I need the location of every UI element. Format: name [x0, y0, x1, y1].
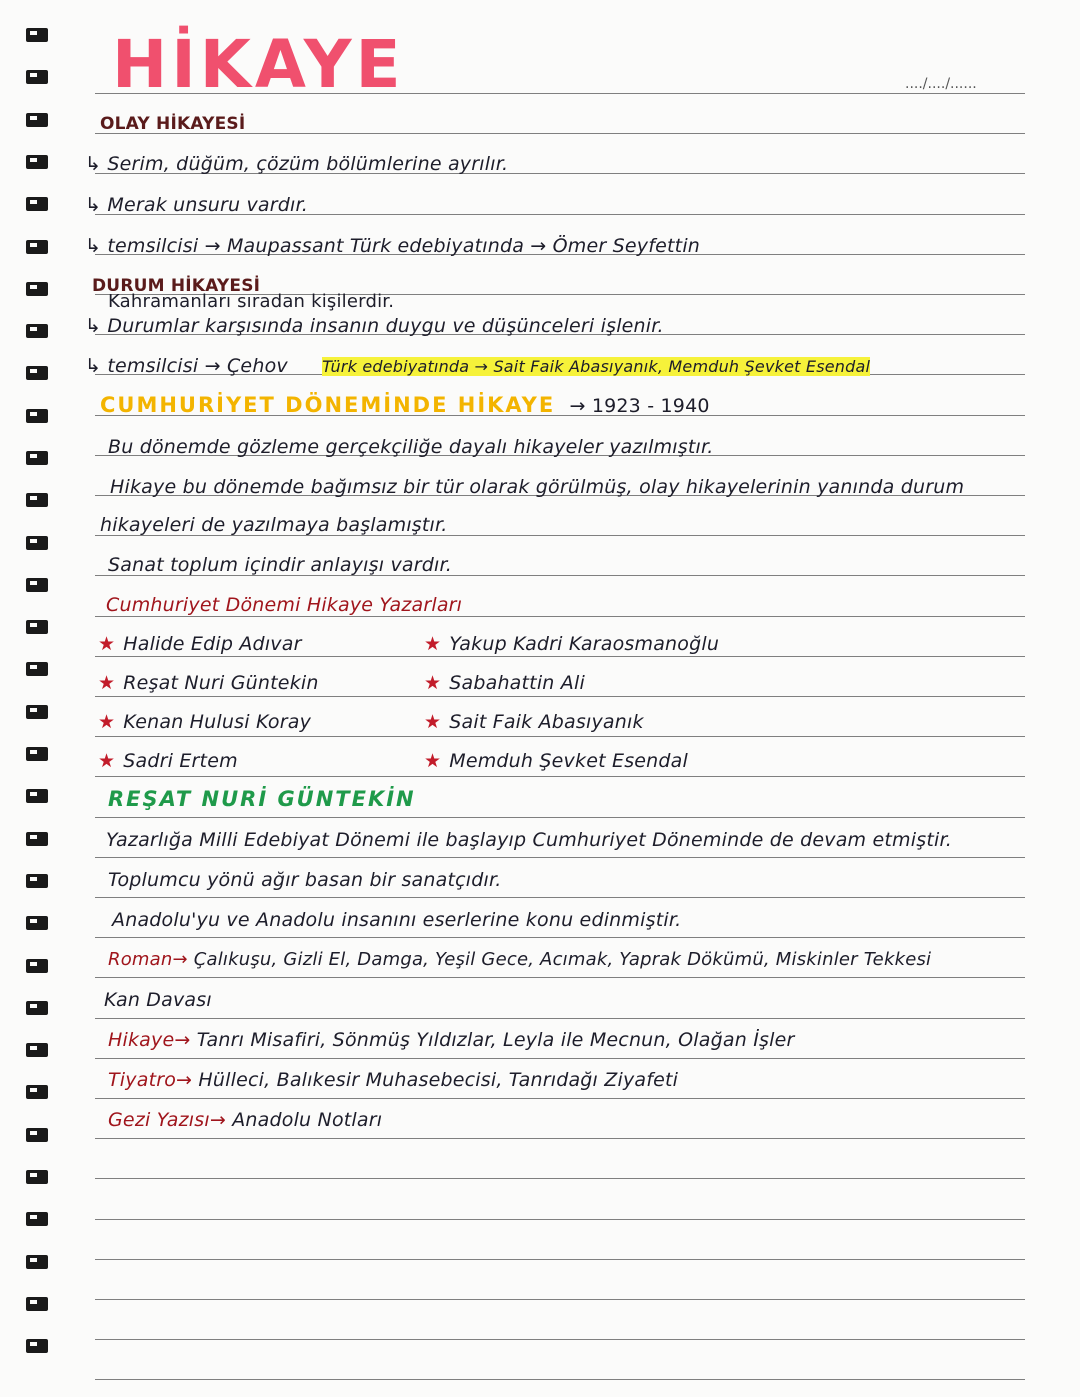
ruled-line	[95, 1259, 1025, 1260]
works-titles: Anadolu Notları	[225, 1109, 383, 1131]
author-item	[424, 672, 585, 694]
ruled-line	[95, 1098, 1025, 1099]
ruled-line	[95, 1379, 1025, 1380]
spiral-ring	[26, 1212, 48, 1226]
author-name: Memduh Şevket Esendal	[449, 750, 689, 772]
spiral-ring	[26, 70, 48, 84]
works-titles: Kan Davası	[104, 989, 212, 1011]
highlighted-text: Türk edebiyatında → Sait Faik Abasıyanık, Memduh Şevket Esendal	[322, 357, 871, 376]
ruled-line	[95, 736, 1025, 737]
author-item	[424, 711, 644, 733]
cumhuriyet-heading-row	[100, 393, 710, 417]
spiral-ring	[26, 1255, 48, 1269]
spiral-ring	[26, 282, 48, 296]
star-icon: ★	[98, 672, 116, 694]
spiral-ring	[26, 747, 48, 761]
note-line: Hikaye bu dönemde bağımsız bir tür olarak görülmüş, olay hikayelerinin yanında durum	[110, 476, 965, 498]
star-icon: ★	[424, 672, 442, 694]
spiral-ring	[26, 1297, 48, 1311]
spiral-ring	[26, 789, 48, 803]
ruled-line	[95, 696, 1025, 697]
spiral-ring	[26, 1001, 48, 1015]
author-name: Halide Edip Adıvar	[123, 633, 302, 655]
works-item	[104, 989, 212, 1011]
years: → 1923 - 1940	[569, 395, 710, 417]
spiral-ring	[26, 1128, 48, 1142]
date-field: ..../..../......	[905, 76, 977, 92]
spiral-ring	[26, 620, 48, 634]
spiral-ring	[26, 1043, 48, 1057]
author-item	[98, 711, 311, 733]
author-item	[98, 750, 238, 772]
note-text: ↳ temsilcisi → Çehov	[85, 355, 288, 377]
ruled-line	[95, 1018, 1025, 1019]
works-category: Gezi Yazısı→	[108, 1109, 226, 1131]
works-category: Hikaye→	[108, 1029, 191, 1051]
note-line: Anadolu'yu ve Anadolu insanını eserlerine konu edinmiştir.	[112, 909, 682, 931]
spiral-ring	[26, 1339, 48, 1353]
star-icon: ★	[98, 711, 116, 733]
olay-heading: OLAY HİKAYESİ	[100, 114, 246, 134]
ruled-line	[95, 937, 1025, 938]
star-icon: ★	[98, 750, 116, 772]
ruled-line	[95, 857, 1025, 858]
spiral-ring	[26, 536, 48, 550]
star-icon: ★	[424, 633, 442, 655]
works-titles: Hülleci, Balıkesir Muhasebecisi, Tanrıdağı Ziyafeti	[192, 1069, 679, 1091]
spiral-ring	[26, 1085, 48, 1099]
spiral-ring	[26, 705, 48, 719]
spiral-ring	[26, 493, 48, 507]
author-name: Sabahattin Ali	[449, 672, 585, 694]
author-name: Reşat Nuri Güntekin	[123, 672, 319, 694]
ruled-line	[95, 1178, 1025, 1179]
spiral-ring	[26, 409, 48, 423]
author-name: Sait Faik Abasıyanık	[449, 711, 644, 733]
note-line: ↳ Merak unsuru vardır.	[85, 194, 309, 216]
ruled-line	[95, 1138, 1025, 1139]
note-line: Toplumcu yönü ağır basan bir sanatçıdır.	[108, 869, 502, 891]
ruled-line	[95, 1058, 1025, 1059]
spiral-ring	[26, 916, 48, 930]
ruled-line	[95, 656, 1025, 657]
note-line: Bu dönemde gözleme gerçekçiliğe dayalı hikayeler yazılmıştır.	[108, 436, 714, 458]
durum-heading: DURUM HİKAYESİ	[92, 276, 261, 296]
author-item	[424, 750, 688, 772]
note-line: hikayeleri de yazılmaya başlamıştır.	[100, 514, 448, 536]
spiral-ring	[26, 366, 48, 380]
works-item	[108, 1109, 382, 1131]
ruled-line	[95, 1339, 1025, 1340]
author-item	[98, 672, 319, 694]
spiral-ring	[26, 240, 48, 254]
ruled-line	[95, 776, 1025, 777]
spiral-ring	[26, 959, 48, 973]
ruled-line	[95, 1219, 1025, 1220]
note-line	[85, 355, 870, 377]
spiral-ring	[26, 662, 48, 676]
spiral-ring	[26, 113, 48, 127]
ruled-line	[95, 977, 1025, 978]
spiral-ring	[26, 578, 48, 592]
note-line: ↳ temsilcisi → Maupassant Türk edebiyatında → Ömer Seyfettin	[85, 235, 701, 257]
note-line: ↳ Durumlar karşısında insanın duygu ve düşünceleri işlenir.	[85, 315, 664, 337]
ruled-line	[95, 817, 1025, 818]
works-item	[108, 1069, 678, 1091]
spiral-ring	[26, 324, 48, 338]
authors-heading: Cumhuriyet Dönemi Hikaye Yazarları	[106, 594, 463, 616]
note-line: Yazarlığa Milli Edebiyat Dönemi ile başlayıp Cumhuriyet Döneminde de devam etmiştir.	[106, 829, 952, 851]
works-category: Roman→	[108, 949, 188, 970]
author-name: Sadri Ertem	[123, 750, 238, 772]
note-line: Sanat toplum içindir anlayışı vardır.	[108, 554, 453, 576]
star-icon: ★	[424, 750, 442, 772]
ruled-line	[95, 897, 1025, 898]
resat-heading: REŞAT NURİ GÜNTEKİN	[108, 787, 416, 811]
star-icon: ★	[98, 633, 116, 655]
ruled-line	[95, 1299, 1025, 1300]
ruled-line	[95, 616, 1025, 617]
spiral-ring	[26, 832, 48, 846]
cumhuriyet-heading: CUMHURİYET DÖNEMİNDE HİKAYE	[100, 393, 556, 417]
spiral-ring	[26, 155, 48, 169]
works-category: Tiyatro→	[108, 1069, 193, 1091]
works-item	[108, 1029, 795, 1051]
spiral-ring	[26, 197, 48, 211]
note-line: ↳ Serim, düğüm, çözüm bölümlerine ayrılır.	[85, 153, 509, 175]
spiral-ring	[26, 28, 48, 42]
spiral-ring	[26, 451, 48, 465]
spiral-ring	[26, 1170, 48, 1184]
spiral-ring	[26, 874, 48, 888]
works-titles: Çalıkuşu, Gizli El, Damga, Yeşil Gece, Acımak, Yaprak Dökümü, Miskinler Tekkesi	[187, 949, 932, 970]
author-name: Yakup Kadri Karaosmanoğlu	[449, 633, 720, 655]
star-icon: ★	[424, 711, 442, 733]
note-line: Kahramanları sıradan kişilerdir.	[108, 291, 395, 312]
works-item	[108, 949, 931, 970]
author-name: Kenan Hulusi Koray	[123, 711, 312, 733]
works-titles: Tanrı Misafiri, Sönmüş Yıldızlar, Leyla ile Mecnun, Olağan İşler	[190, 1029, 795, 1051]
author-item	[424, 633, 719, 655]
page-title: HİKAYE	[112, 26, 405, 103]
author-item	[98, 633, 302, 655]
